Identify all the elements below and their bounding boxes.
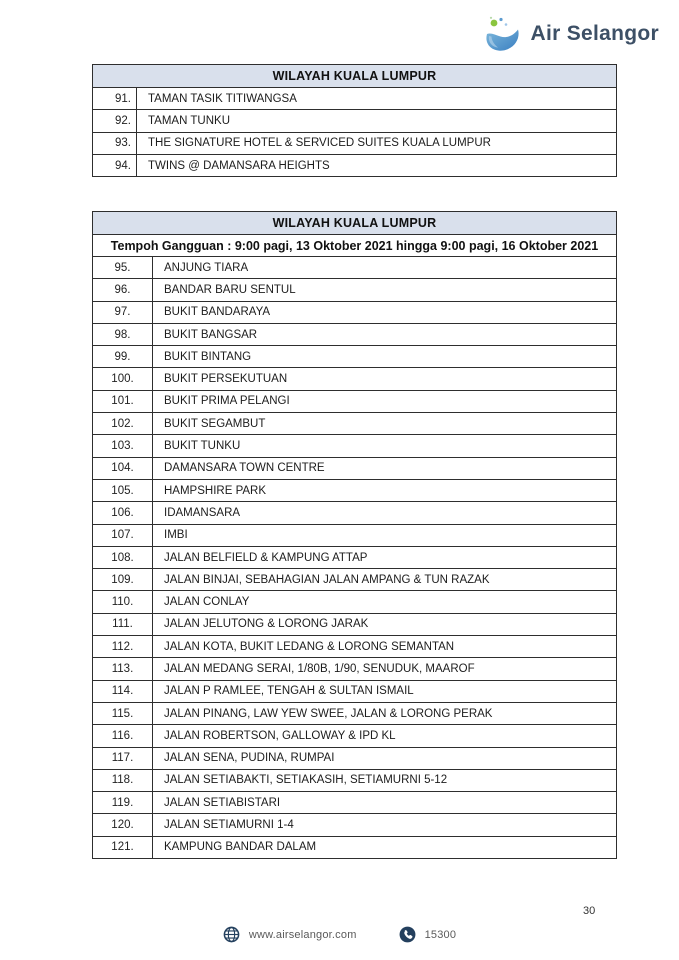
globe-icon — [223, 926, 240, 943]
area-name: JALAN ROBERTSON, GALLOWAY & IPD KL — [153, 725, 617, 747]
table-title: WILAYAH KUALA LUMPUR — [93, 212, 617, 235]
area-name: TAMAN TASIK TITIWANGSA — [137, 88, 617, 110]
area-name: JALAN CONLAY — [153, 591, 617, 613]
row-number: 101. — [93, 390, 153, 412]
row-number: 109. — [93, 569, 153, 591]
page-footer — [0, 926, 679, 943]
area-name: JALAN JELUTONG & LORONG JARAK — [153, 613, 617, 635]
row-number: 121. — [93, 836, 153, 858]
row-number: 114. — [93, 680, 153, 702]
table-row — [93, 546, 617, 568]
row-number: 102. — [93, 413, 153, 435]
area-name: JALAN PINANG, LAW YEW SWEE, JALAN & LORONG PERAK — [153, 702, 617, 724]
row-number: 119. — [93, 792, 153, 814]
row-number: 92. — [93, 110, 137, 132]
phone-icon — [399, 926, 416, 943]
table-row — [93, 413, 617, 435]
area-name: BUKIT BANDARAYA — [153, 301, 617, 323]
table-row — [93, 769, 617, 791]
area-name: DAMANSARA TOWN CENTRE — [153, 457, 617, 479]
table-row — [93, 636, 617, 658]
area-name: KAMPUNG BANDAR DALAM — [153, 836, 617, 858]
area-name: JALAN P RAMLEE, TENGAH & SULTAN ISMAIL — [153, 680, 617, 702]
water-droplet-icon — [482, 16, 524, 52]
table-row — [93, 613, 617, 635]
row-number: 113. — [93, 658, 153, 680]
area-name: BANDAR BARU SENTUL — [153, 279, 617, 301]
table-row — [93, 346, 617, 368]
table-row — [93, 725, 617, 747]
table-row — [93, 154, 617, 176]
area-name: JALAN SETIABAKTI, SETIAKASIH, SETIAMURNI 5-12 — [153, 769, 617, 791]
row-number: 112. — [93, 636, 153, 658]
table-header-row — [93, 212, 617, 235]
table-row — [93, 279, 617, 301]
kl-areas-table-2 — [92, 211, 617, 859]
phone-group — [399, 926, 457, 943]
table-row — [93, 658, 617, 680]
row-number: 91. — [93, 88, 137, 110]
table-row — [93, 390, 617, 412]
table-row — [93, 368, 617, 390]
row-number: 93. — [93, 132, 137, 154]
table-header-row — [93, 65, 617, 88]
row-number: 120. — [93, 814, 153, 836]
row-number: 100. — [93, 368, 153, 390]
table-subtitle-row — [93, 235, 617, 257]
area-name: IMBI — [153, 524, 617, 546]
table-row — [93, 814, 617, 836]
area-name: TWINS @ DAMANSARA HEIGHTS — [137, 154, 617, 176]
area-name: IDAMANSARA — [153, 502, 617, 524]
website-group — [223, 926, 357, 943]
row-number: 116. — [93, 725, 153, 747]
area-name: JALAN SETIABISTARI — [153, 792, 617, 814]
area-name: JALAN KOTA, BUKIT LEDANG & LORONG SEMANTAN — [153, 636, 617, 658]
area-name: BUKIT PERSEKUTUAN — [153, 368, 617, 390]
air-selangor-logo — [482, 16, 659, 52]
row-number: 96. — [93, 279, 153, 301]
table-row — [93, 110, 617, 132]
area-name: JALAN SENA, PUDINA, RUMPAI — [153, 747, 617, 769]
table-row — [93, 88, 617, 110]
area-name: THE SIGNATURE HOTEL & SERVICED SUITES KUALA LUMPUR — [137, 132, 617, 154]
row-number: 105. — [93, 479, 153, 501]
row-number: 94. — [93, 154, 137, 176]
row-number: 103. — [93, 435, 153, 457]
table-title: WILAYAH KUALA LUMPUR — [93, 65, 617, 88]
area-name: ANJUNG TIARA — [153, 257, 617, 279]
row-number: 97. — [93, 301, 153, 323]
area-name: BUKIT BINTANG — [153, 346, 617, 368]
page-number: 30 — [583, 905, 596, 917]
area-name: JALAN SETIAMURNI 1-4 — [153, 814, 617, 836]
table-row — [93, 323, 617, 345]
row-number: 117. — [93, 747, 153, 769]
table-row — [93, 132, 617, 154]
area-name: JALAN BINJAI, SEBAHAGIAN JALAN AMPANG & TUN RAZAK — [153, 569, 617, 591]
area-name: JALAN MEDANG SERAI, 1/80B, 1/90, SENUDUK, MAAROF — [153, 658, 617, 680]
table-row — [93, 524, 617, 546]
table-row — [93, 479, 617, 501]
table-row — [93, 747, 617, 769]
row-number: 107. — [93, 524, 153, 546]
row-number: 115. — [93, 702, 153, 724]
area-name: TAMAN TUNKU — [137, 110, 617, 132]
row-number: 104. — [93, 457, 153, 479]
area-name: JALAN BELFIELD & KAMPUNG ATTAP — [153, 546, 617, 568]
row-number: 118. — [93, 769, 153, 791]
table-row — [93, 569, 617, 591]
table-row — [93, 301, 617, 323]
table-row — [93, 257, 617, 279]
table-row — [93, 836, 617, 858]
table-row — [93, 702, 617, 724]
row-number: 99. — [93, 346, 153, 368]
row-number: 110. — [93, 591, 153, 613]
table-row — [93, 792, 617, 814]
brand-name: Air Selangor — [530, 22, 659, 45]
website-url: www.airselangor.com — [248, 928, 357, 941]
table-row — [93, 680, 617, 702]
area-name: BUKIT PRIMA PELANGI — [153, 390, 617, 412]
table-row — [93, 591, 617, 613]
area-name: HAMPSHIRE PARK — [153, 479, 617, 501]
area-name: BUKIT BANGSAR — [153, 323, 617, 345]
row-number: 106. — [93, 502, 153, 524]
table-row — [93, 502, 617, 524]
table-row — [93, 457, 617, 479]
table-row — [93, 435, 617, 457]
disruption-period-text: Tempoh Gangguan : 9:00 pagi, 13 Oktober 2021 hingga 9:00 pagi, 16 Oktober 2021 — [93, 235, 617, 257]
row-number: 111. — [93, 613, 153, 635]
area-name: BUKIT TUNKU — [153, 435, 617, 457]
area-name: BUKIT SEGAMBUT — [153, 413, 617, 435]
phone-number: 15300 — [424, 928, 457, 941]
row-number: 95. — [93, 257, 153, 279]
row-number: 108. — [93, 546, 153, 568]
row-number: 98. — [93, 323, 153, 345]
kl-areas-table-1 — [92, 64, 617, 177]
